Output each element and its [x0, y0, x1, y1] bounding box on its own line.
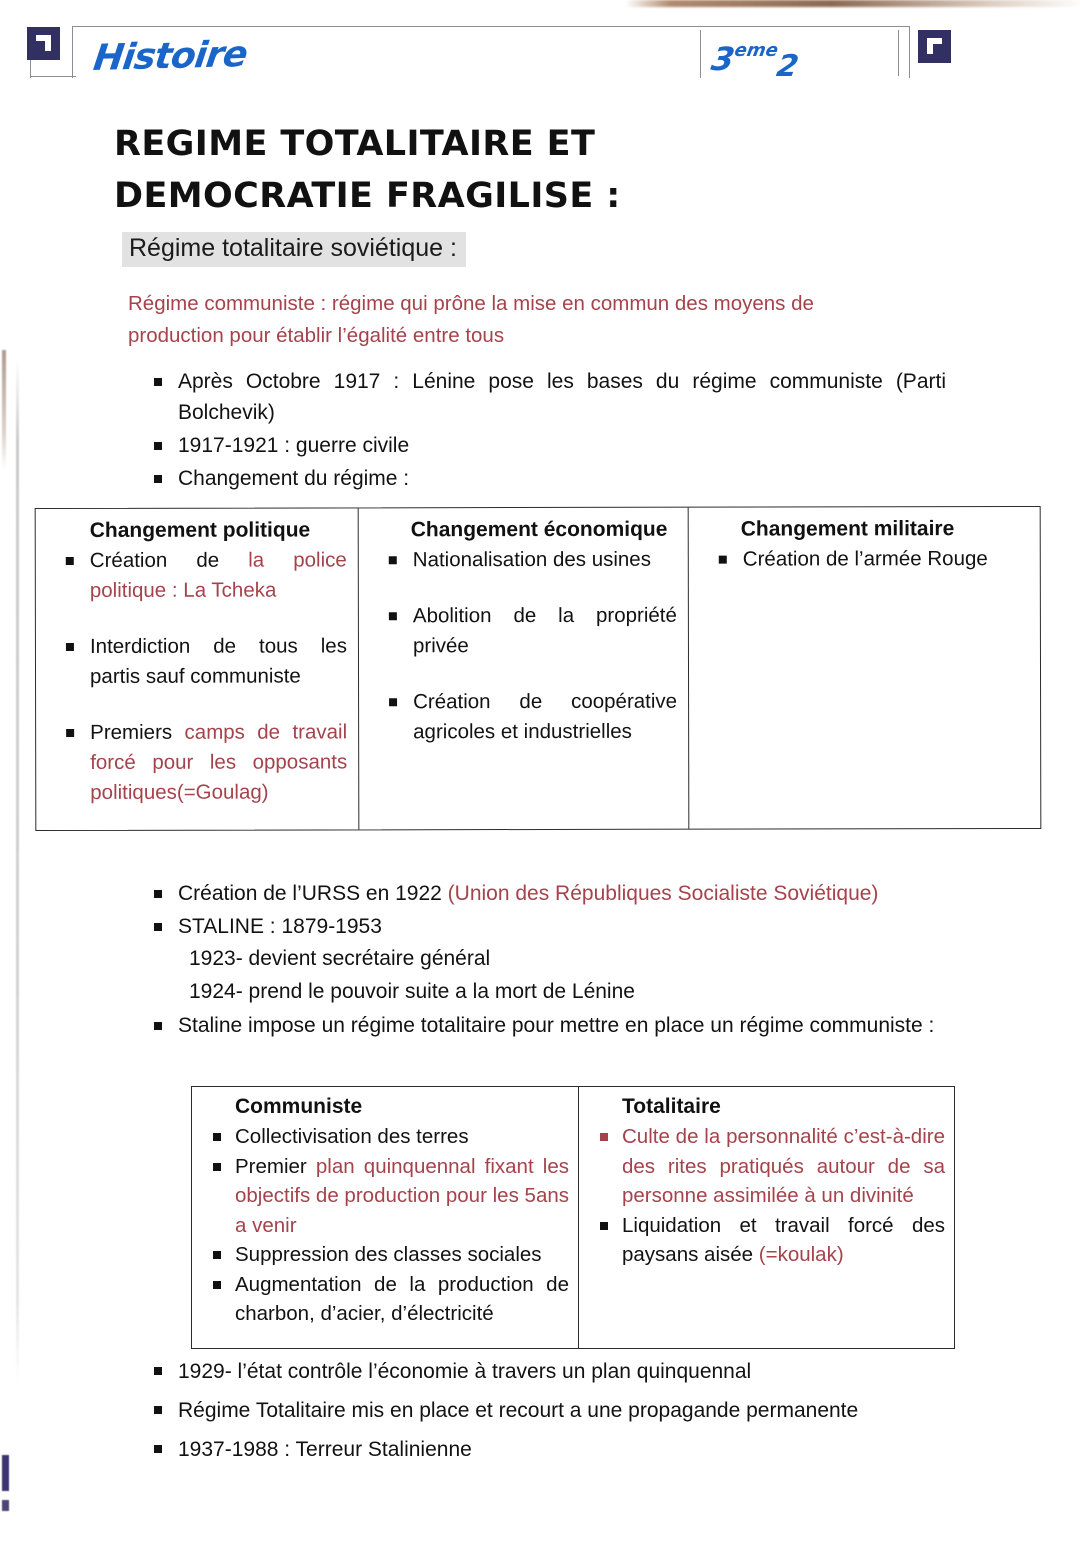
- cell-text-black: Premier: [235, 1154, 307, 1178]
- scan-artifact-bottom-mark: [2, 1455, 9, 1491]
- conclusion-bullet-list: [146, 1355, 966, 1467]
- table-column-communiste: [192, 1087, 579, 1348]
- table-cell-list: [588, 1122, 945, 1270]
- table-row: Nationalisation des usines: [370, 545, 677, 576]
- table-cell-list: [370, 545, 677, 748]
- list-item: 1917-1921 : guerre civile: [146, 430, 946, 461]
- cell-text-red: camps de travail forcé pour les opposants politiques(=Goulag): [90, 720, 348, 804]
- list-item: Après Octobre 1917 : Lénine pose les bases du régime communiste (Parti Bolchevik): [146, 366, 946, 428]
- bullet-text-black: Création de l’URSS en 1922: [178, 882, 442, 905]
- page-title-line-1: REGIME TOTALITAIRE ET: [114, 124, 596, 164]
- header-frame-stub-vertical: [30, 58, 31, 78]
- table-row: [47, 545, 347, 606]
- table-row: Augmentation de la production de charbon, d’acier, d’électricité: [201, 1270, 569, 1329]
- intro-bullet-list: [146, 366, 946, 494]
- table-column-header: Changement économique: [410, 517, 668, 542]
- table-column-politique: [36, 508, 360, 830]
- scan-artifact-left-edge: [16, 360, 19, 1380]
- table-row: Collectivisation des terres: [201, 1122, 569, 1152]
- staline-bullet-block: [146, 878, 946, 1043]
- table-row: Création de l’armée Rouge: [700, 544, 1029, 575]
- bullet-text: STALINE : 1879-1953: [178, 915, 382, 938]
- intro-bullet-block: [146, 366, 946, 496]
- header-divider-left: [700, 30, 701, 78]
- table-column-militaire: [689, 507, 1041, 829]
- header-frame-stub-horizontal: [30, 76, 76, 77]
- table-column-header: Changement militaire: [740, 517, 955, 541]
- definition-line-1: Régime communiste : régime qui prône la mise en commun des moyens de: [128, 292, 814, 315]
- handwritten-subject: Histoire: [91, 34, 250, 79]
- list-item: Régime Totalitaire mis en place et recourt a une propagande permanente: [146, 1394, 966, 1428]
- table-cell-list: [700, 544, 1029, 575]
- table-row: Suppression des classes sociales: [201, 1240, 569, 1270]
- scan-artifact-bottom-mark-small: [2, 1500, 9, 1511]
- bullet-text-red: (Union des Républiques Socialiste Soviétique): [447, 882, 879, 905]
- staline-bullet-list: [146, 878, 946, 1041]
- table-row: [47, 631, 347, 692]
- table-row: Création de coopérative agricoles et industrielles: [370, 687, 677, 748]
- list-item: 1937-1988 : Terreur Stalinienne: [146, 1433, 966, 1467]
- table-row: Abolition de la propriété privée: [370, 601, 677, 662]
- scan-artifact-top: [625, 0, 1080, 7]
- cell-text-red: (=koulak): [758, 1243, 844, 1266]
- class-number: 2: [774, 49, 801, 84]
- cell-text-black: Création de: [89, 548, 220, 572]
- cell-text-black: Liquidation et travail forcé des paysans aisée: [622, 1213, 945, 1266]
- cell-text-red: Culte de la personnalité c’est-à-dire des rites pratiqués autour de sa personne assimilée à un divinité: [622, 1125, 945, 1207]
- table-row: [588, 1122, 945, 1211]
- page-title: [114, 118, 874, 222]
- table-column-header: Communiste: [235, 1095, 363, 1118]
- section-subtitle: Régime totalitaire soviétique :: [122, 232, 466, 267]
- definition-line-2: production pour établir l’égalité entre tous: [128, 324, 505, 347]
- class-level: 3: [708, 40, 737, 78]
- cell-text-red: la police politique : La Tcheka: [89, 548, 347, 602]
- changements-table: [35, 506, 1042, 831]
- conclusion-bullet-block: [146, 1355, 966, 1472]
- cell-text-red: plan quinquennal fixant les objectifs de production pour les 5ans a venir: [235, 1154, 569, 1237]
- cell-text-black: Premiers: [90, 720, 173, 744]
- list-item: [146, 878, 946, 909]
- class-suffix: eme: [732, 40, 780, 62]
- bullet-subline-1: 1923- devient secrétaire général: [189, 947, 491, 970]
- list-item: 1929- l’état contrôle l’économie à travers un plan quinquennal: [146, 1355, 966, 1389]
- cell-text-black: Interdiction de tous les partis sauf communiste: [89, 634, 347, 688]
- scan-artifact-left-corner: [2, 350, 6, 470]
- corner-bookmark-icon-right: [918, 30, 951, 63]
- definition-paragraph: [128, 288, 946, 352]
- table-row: [47, 717, 347, 808]
- handwritten-class: [708, 40, 802, 84]
- list-item: [146, 911, 946, 1008]
- header-divider-right: [898, 30, 899, 76]
- table-cell-list: [47, 545, 348, 808]
- table-column-header: Changement politique: [89, 518, 311, 542]
- list-item: Staline impose un régime totalitaire pour mettre en place un régime communiste :: [146, 1010, 946, 1041]
- table-row: [201, 1152, 569, 1241]
- bullet-subline-2: 1924- prend le pouvoir suite a la mort de Lénine: [189, 980, 635, 1003]
- table-row: [588, 1211, 945, 1270]
- table-column-header: Totalitaire: [622, 1095, 721, 1118]
- page-title-line-2: DEMOCRATIE FRAGILISE :: [114, 176, 621, 216]
- corner-bookmark-icon-left: [27, 27, 60, 60]
- table-column-totalitaire: [579, 1087, 954, 1348]
- list-item: Changement du régime :: [146, 463, 946, 494]
- table-cell-list: [201, 1122, 569, 1329]
- table-column-economique: [359, 508, 690, 830]
- communiste-totalitaire-table: [191, 1086, 955, 1349]
